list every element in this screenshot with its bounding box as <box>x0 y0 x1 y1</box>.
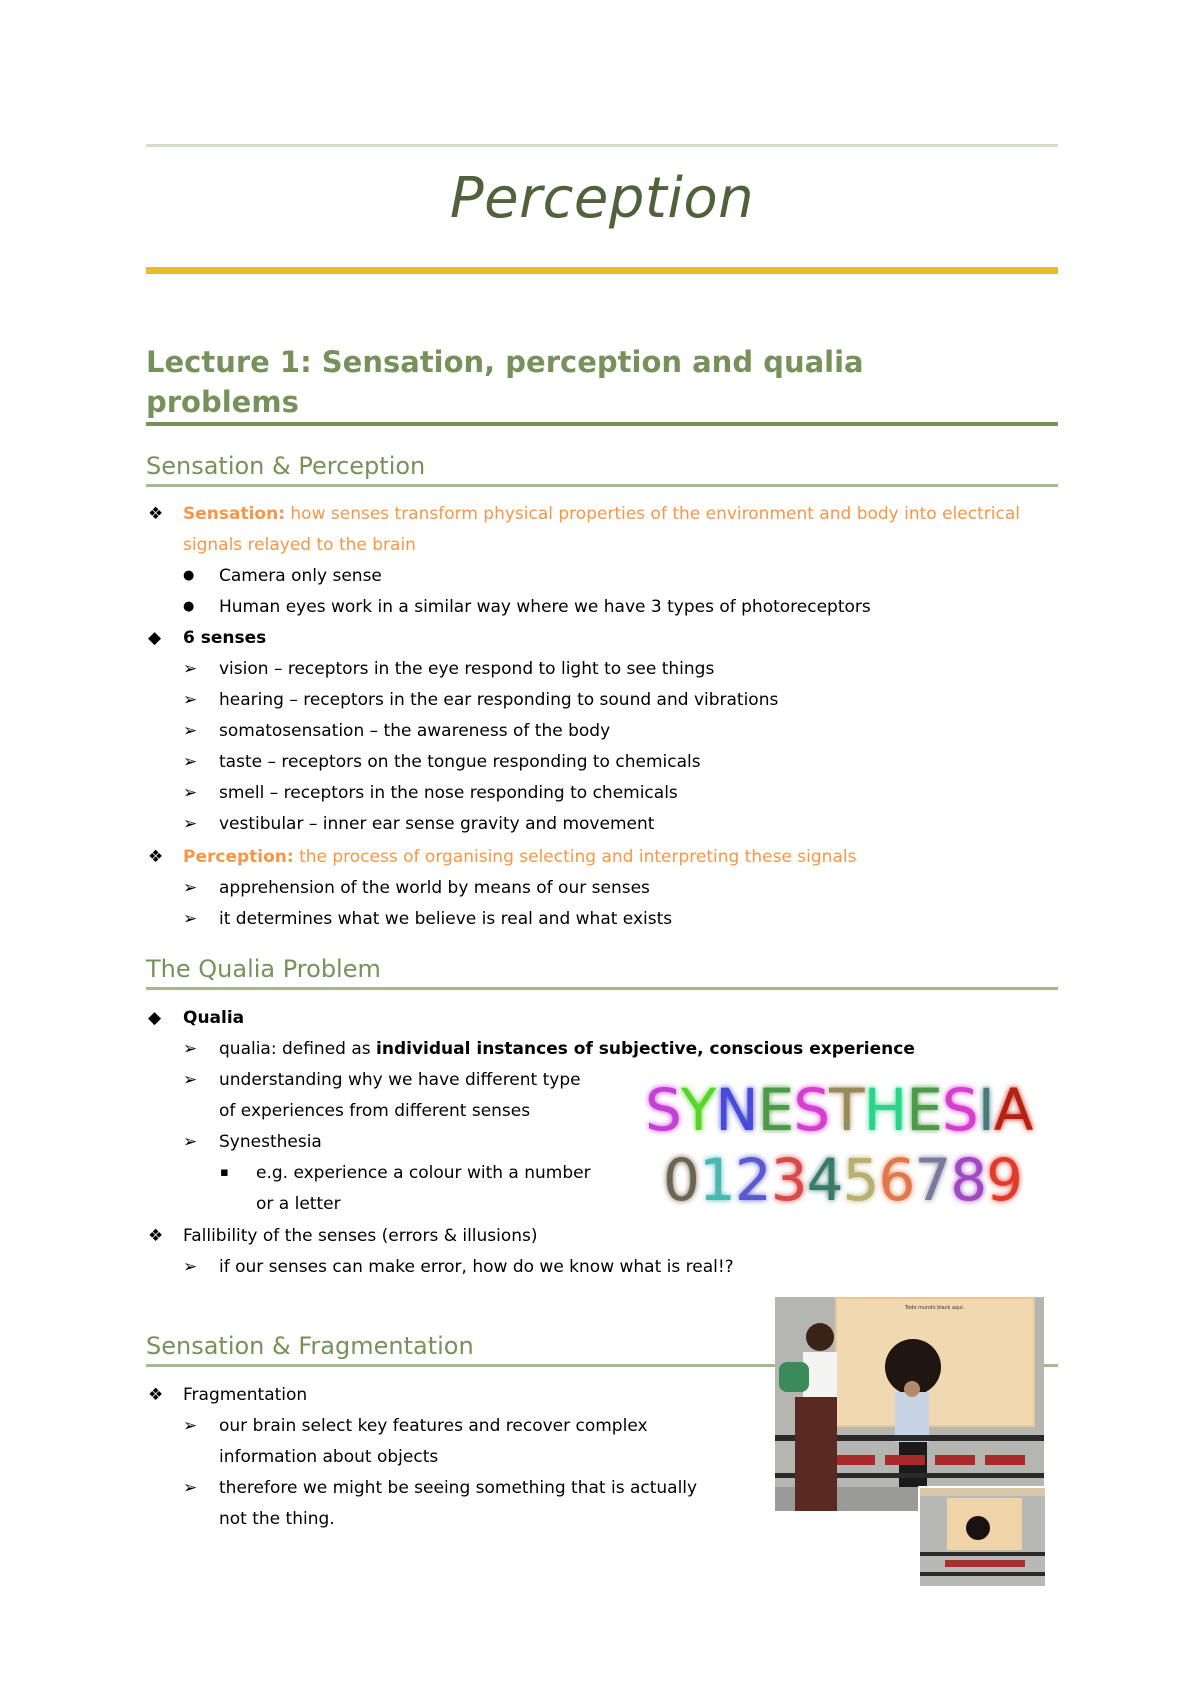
senses-label: 6 senses <box>183 628 267 648</box>
list-item: vision – receptors in the eye respond to light to see things <box>219 659 715 679</box>
synesthesia-digit: 1 <box>698 1146 735 1214</box>
section-heading-sensation-fragmentation: Sensation & Fragmentation <box>146 1332 474 1360</box>
list-item: apprehension of the world by means of our senses <box>219 878 650 898</box>
synesthesia-digit: 9 <box>986 1146 1023 1214</box>
synesthesia-letter: I <box>977 1076 994 1144</box>
bus-stop-ad-illustration <box>775 1297 1044 1511</box>
four-diamond-bullet-icon: ❖ <box>148 1385 164 1405</box>
list-item-continuation: not the thing. <box>219 1509 335 1529</box>
synesthesia-digit: 4 <box>806 1146 843 1214</box>
synesthesia-letter: H <box>863 1076 907 1144</box>
synesthesia-letter: S <box>645 1076 681 1144</box>
synesthesia-letter: S <box>941 1076 978 1144</box>
list-item: Fragmentation <box>183 1385 308 1405</box>
arrow-bullet-icon: ➢ <box>183 1039 198 1059</box>
sensation-term: Sensation: <box>183 504 285 524</box>
perception-def: the process of organising selecting and interpreting these signals <box>293 847 857 867</box>
arrow-bullet-icon: ➢ <box>183 752 198 772</box>
arrow-bullet-icon: ➢ <box>183 878 198 898</box>
sensation-def-line1: how senses transform physical properties of the environment and body into electrical <box>285 504 1020 524</box>
qualia-definition <box>219 1038 915 1060</box>
list-item: somatosensation – the awareness of the body <box>219 721 611 741</box>
synesthesia-digit: 6 <box>878 1146 915 1214</box>
svg-text:Todo mundo black aqui.: Todo mundo black aqui. <box>905 1305 965 1311</box>
list-item: if our senses can make error, how do we know what is real!? <box>219 1257 734 1277</box>
list-item: hearing – receptors in the ear responding to sound and vibrations <box>219 690 779 710</box>
list-item-continuation: information about objects <box>219 1447 439 1467</box>
list-item: taste – receptors on the tongue responding to chemicals <box>219 752 701 772</box>
list-item: Camera only sense <box>219 566 382 586</box>
list-item: it determines what we believe is real and what exists <box>219 909 673 929</box>
section-rule <box>146 484 1058 487</box>
bus-stop-ad-inset-illustration <box>920 1488 1045 1586</box>
diamond-bullet-icon: ◆ <box>148 1008 162 1028</box>
list-item: smell – receptors in the nose responding to chemicals <box>219 783 678 803</box>
arrow-bullet-icon: ➢ <box>183 909 198 929</box>
synesthesia-digit: 0 <box>663 1146 699 1214</box>
synesthesia-digits <box>645 1145 1075 1215</box>
list-item: therefore we might be seeing something that is actually <box>219 1478 698 1498</box>
perception-definition <box>183 846 856 868</box>
lecture-heading <box>146 342 1058 422</box>
list-item: understanding why we have different type <box>219 1070 581 1090</box>
synesthesia-digit: 2 <box>734 1146 771 1214</box>
title-top-rule <box>146 144 1058 147</box>
sensation-def-line2: signals relayed to the brain <box>183 535 416 555</box>
arrow-bullet-icon: ➢ <box>183 1257 198 1277</box>
lecture-heading-line2: problems <box>146 385 299 419</box>
sensation-definition <box>183 503 1020 525</box>
synesthesia-letter: T <box>829 1076 864 1144</box>
synesthesia-letter: A <box>993 1076 1033 1144</box>
synesthesia-digit: 3 <box>770 1146 807 1214</box>
synesthesia-digit: 7 <box>914 1146 951 1214</box>
arrow-bullet-icon: ➢ <box>183 721 198 741</box>
synesthesia-letter: N <box>715 1076 758 1144</box>
list-item: Fallibility of the senses (errors & illusions) <box>183 1226 538 1246</box>
square-bullet-icon: ▪ <box>220 1165 229 1180</box>
document-title: Perception <box>449 166 755 231</box>
arrow-bullet-icon: ➢ <box>183 1478 198 1498</box>
section-heading-sensation-perception: Sensation & Perception <box>146 452 426 480</box>
synesthesia-letter: E <box>757 1076 794 1144</box>
synesthesia-word <box>645 1075 1075 1145</box>
synesthesia-letter: S <box>793 1076 830 1144</box>
section-heading-qualia-problem: The Qualia Problem <box>146 955 381 983</box>
four-diamond-bullet-icon: ❖ <box>148 1226 164 1246</box>
bus-stop-ad-inset-photo <box>918 1486 1047 1588</box>
arrow-bullet-icon: ➢ <box>183 814 198 834</box>
dot-bullet-icon: ● <box>183 599 195 614</box>
diamond-bullet-icon: ◆ <box>148 628 162 648</box>
synesthesia-image <box>645 1075 1075 1225</box>
list-item-continuation: or a letter <box>256 1194 341 1214</box>
list-item: vestibular – inner ear sense gravity and movement <box>219 814 655 834</box>
arrow-bullet-icon: ➢ <box>183 1132 198 1152</box>
synesthesia-digit: 8 <box>950 1146 987 1214</box>
synesthesia-letter: E <box>906 1076 942 1144</box>
list-item: our brain select key features and recover complex <box>219 1416 648 1436</box>
dot-bullet-icon: ● <box>183 568 195 583</box>
arrow-bullet-icon: ➢ <box>183 690 198 710</box>
list-item: e.g. experience a colour with a number <box>256 1163 591 1183</box>
arrow-bullet-icon: ➢ <box>183 1416 198 1436</box>
arrow-bullet-icon: ➢ <box>183 1070 198 1090</box>
list-item: Synesthesia <box>219 1132 322 1152</box>
list-item-continuation: of experiences from different senses <box>219 1101 531 1121</box>
arrow-bullet-icon: ➢ <box>183 783 198 803</box>
arrow-bullet-icon: ➢ <box>183 659 198 679</box>
bus-stop-ad-photo <box>775 1297 1044 1511</box>
list-item: Human eyes work in a similar way where we have 3 types of photoreceptors <box>219 597 871 617</box>
lecture-heading-rule <box>146 422 1058 426</box>
perception-term: Perception: <box>183 847 294 867</box>
qualia-label: Qualia <box>183 1008 245 1028</box>
four-diamond-bullet-icon: ❖ <box>148 504 164 524</box>
synesthesia-digit: 5 <box>842 1146 879 1214</box>
section-rule <box>146 987 1058 990</box>
qualia-def-prefix: qualia: defined as <box>219 1039 377 1059</box>
lecture-heading-line1: Lecture 1: Sensation, perception and qualia <box>146 345 864 379</box>
synesthesia-letter: Y <box>680 1076 716 1144</box>
four-diamond-bullet-icon: ❖ <box>148 847 164 867</box>
title-bottom-rule <box>146 267 1058 274</box>
qualia-def-bold: individual instances of subjective, conscious experience <box>376 1039 915 1059</box>
